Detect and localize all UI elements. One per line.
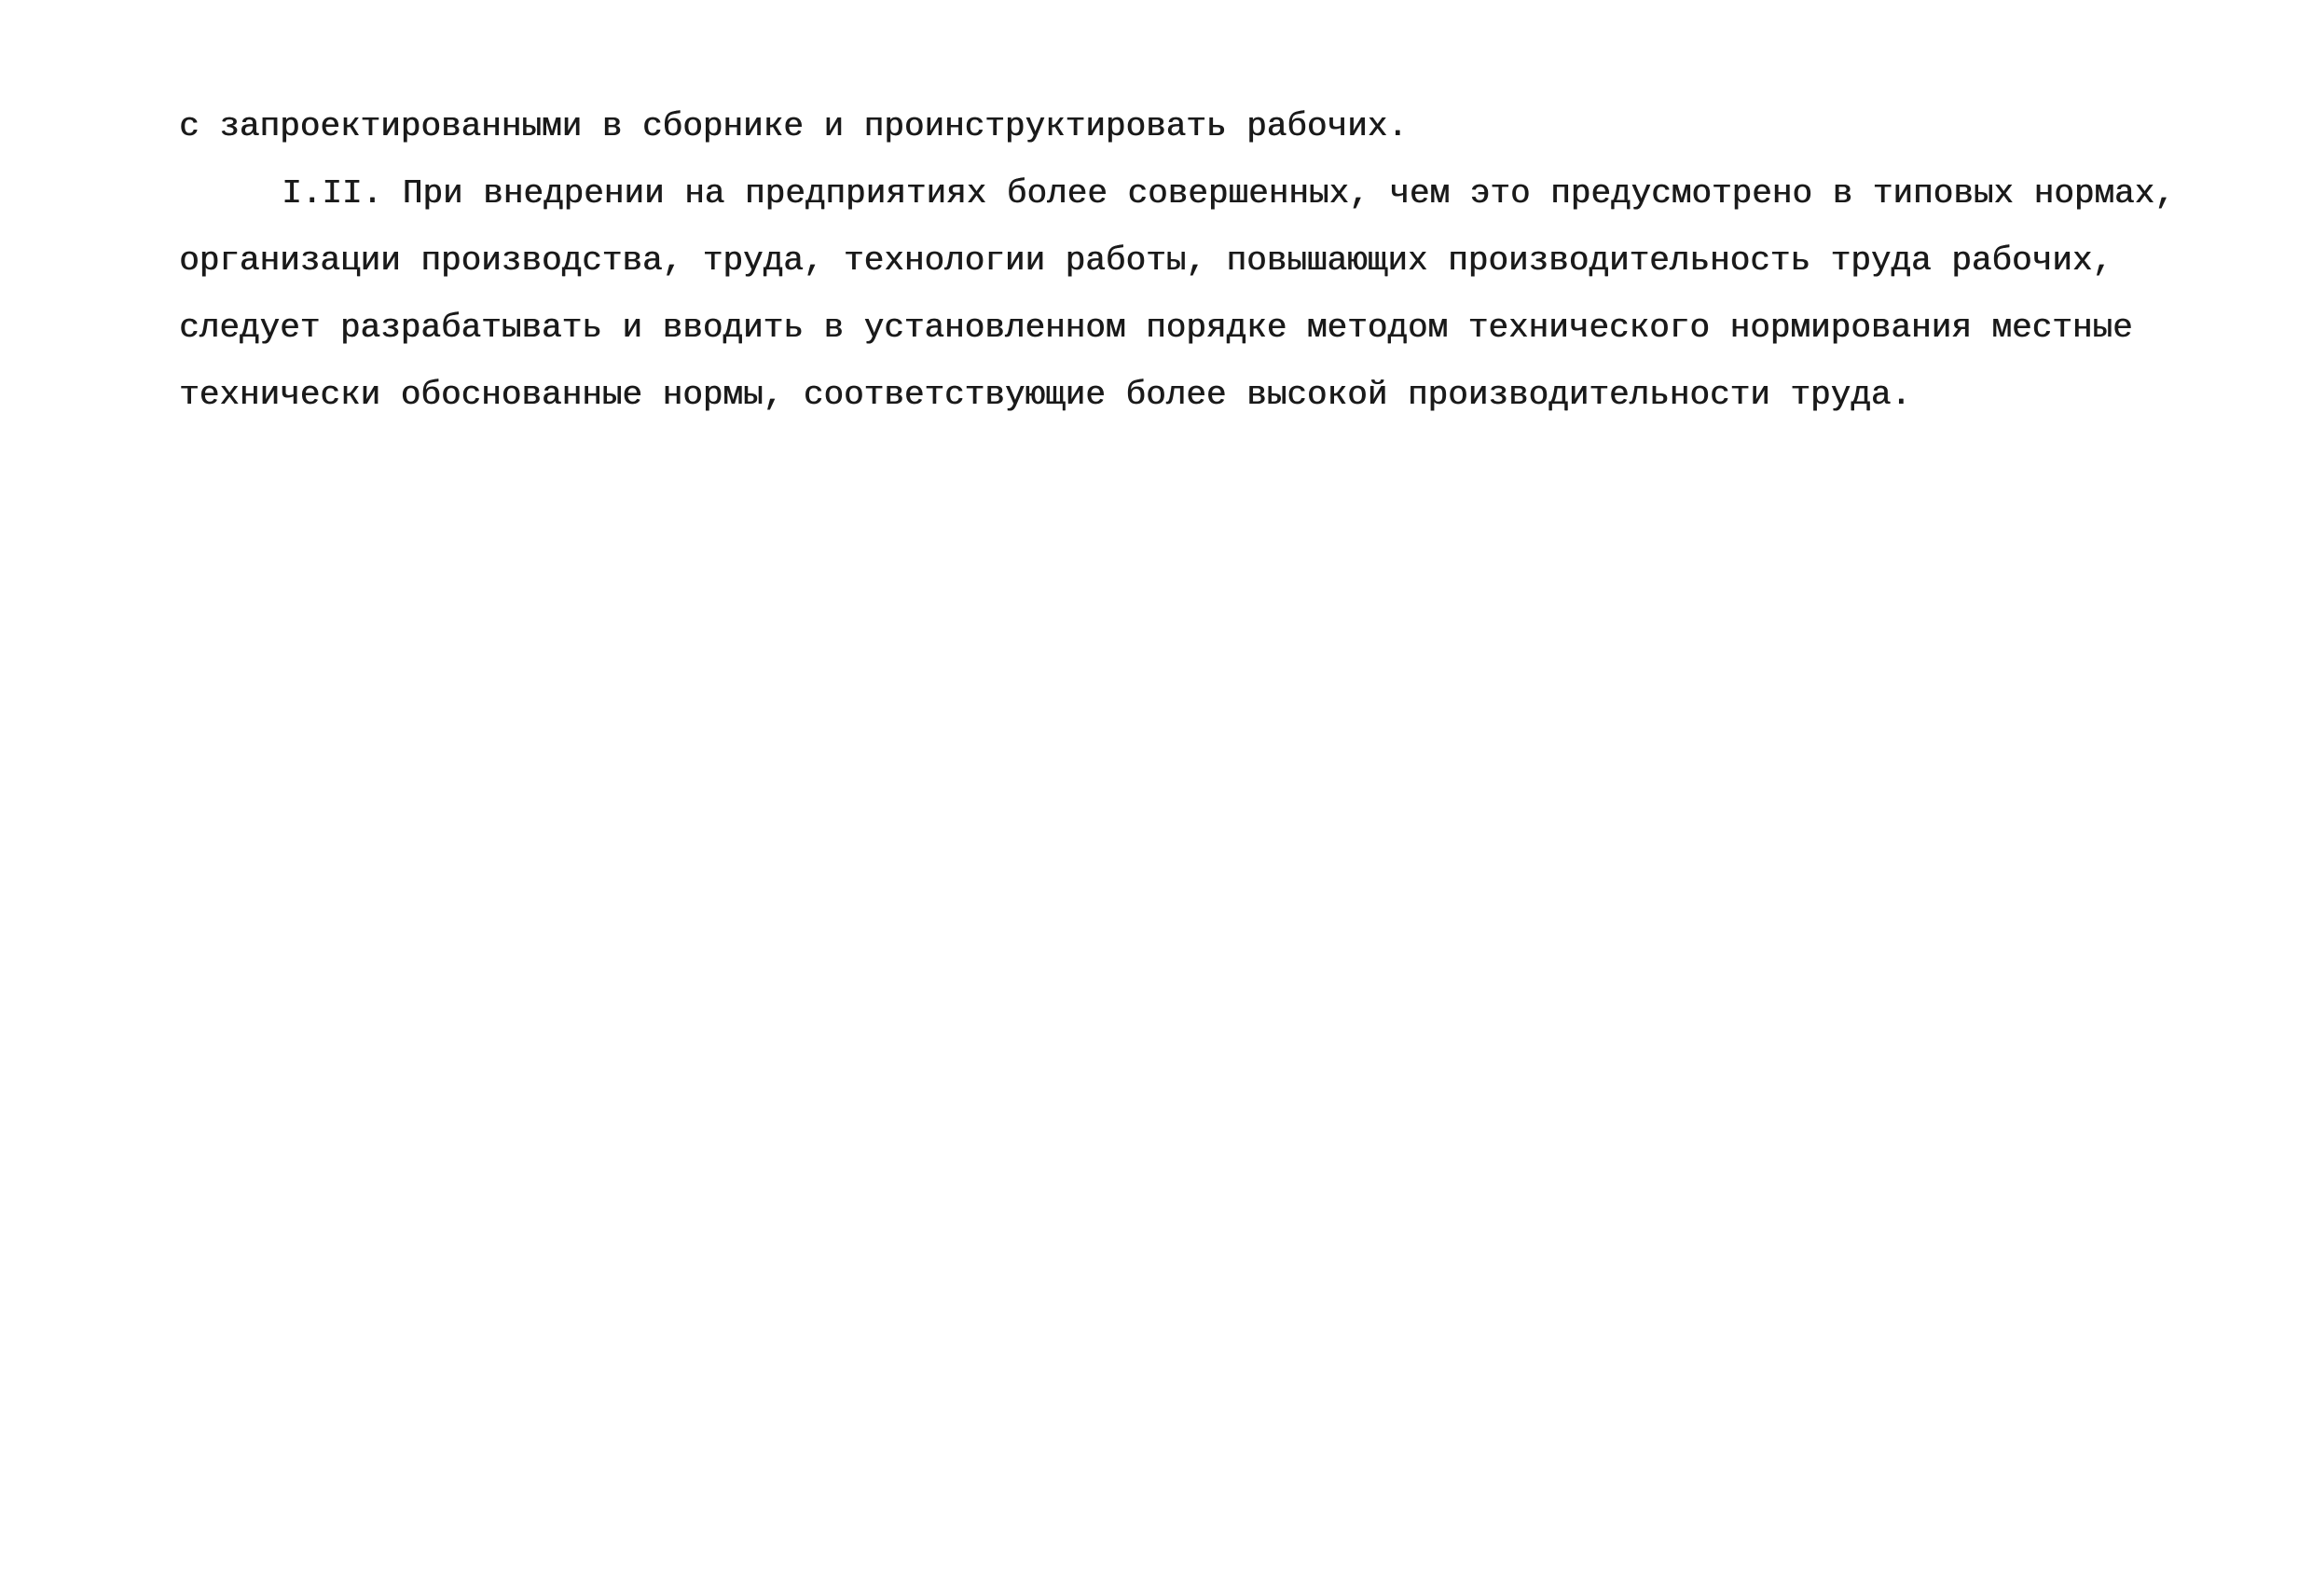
paragraph-1-11-first-line: I.II. При внедрении на предприятиях более совершенных, чем это предусмотрено в типовых нормах, [282, 174, 2175, 213]
text-line-4: следует разрабатывать и вводить в установленном порядке методом технического нормирования местные [179, 309, 2133, 347]
text-line-3: организации производства, труда, технологии работы, повышающих производительность труда рабочих, [179, 241, 2112, 280]
text-line-1: с запроектированными в сборнике и проинструктировать рабочих. [179, 107, 1408, 145]
text-line-5: технически обоснованные нормы, соответствующие более высокой производительности труда. [179, 376, 1911, 414]
